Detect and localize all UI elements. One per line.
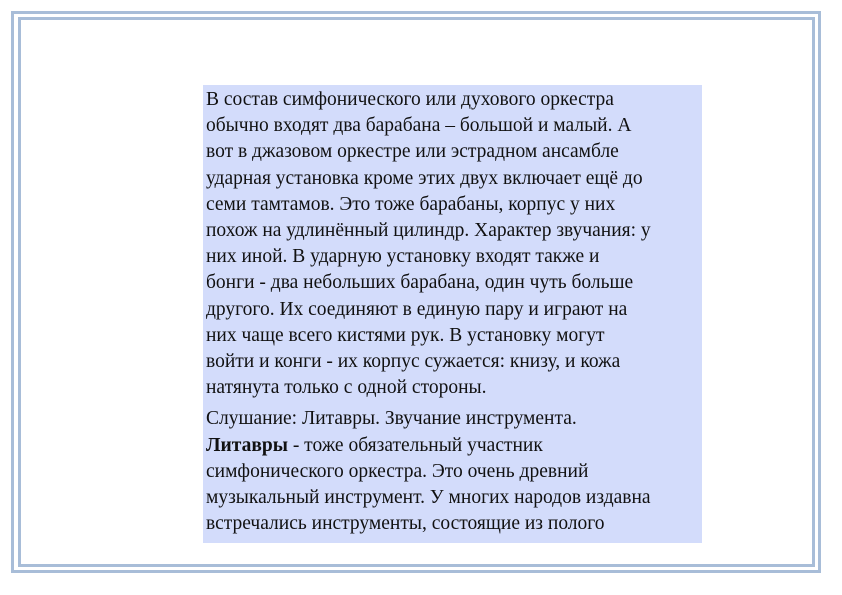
listening-line: Слушание: Литавры. Звучание инструмента. xyxy=(206,408,577,430)
paragraph-timpani xyxy=(206,406,702,537)
text-box xyxy=(203,85,702,543)
paragraph-drums: В состав симфонического или духового оркестра обычно входят два барабана – большой и малый. А вот в джазовом оркестре или эстрадном ансамбле ударная установка кроме этих двух включает ещё до семи тамтамов. Это тоже барабаны, корпус у них похож на удлинённый цилиндр. Характер звучания: у них иной. В ударную установку входят также и бонги - два небольших барабана, один чуть больше другого. Их соединяют в единую пару и играют на них чаще всего кистями рук. В установку могут войти и конги - их корпус сужается: книзу, и кожа натянута только с одной стороны. xyxy=(206,89,651,399)
timpani-term: Литавры xyxy=(206,434,288,456)
timpani-description: - тоже обязательный участник симфонического оркестра. Это очень древний музыкальный инструмент. У многих народов издавна встречались инструменты, состоящие из полого xyxy=(206,434,651,535)
